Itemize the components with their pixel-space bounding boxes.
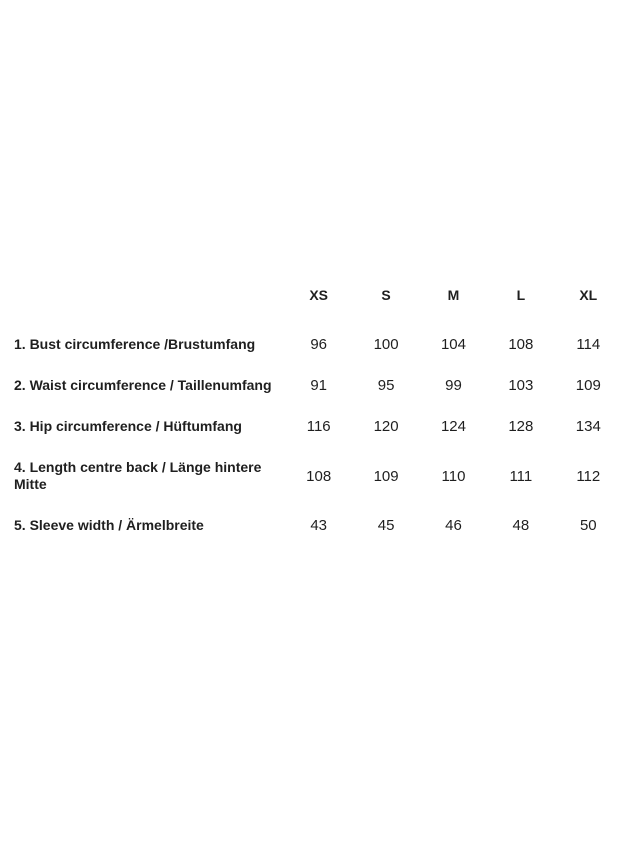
measurement-label: 1. Bust circumference /Brustumfang	[14, 336, 256, 352]
size-column-header-xs: XS	[309, 287, 329, 303]
table-row-bust	[14, 324, 622, 365]
size-value: 110	[441, 467, 466, 485]
size-value: 46	[445, 517, 462, 534]
table-row-hip	[14, 406, 622, 447]
size-column-header-l: L	[516, 287, 526, 303]
size-value: 108	[508, 336, 534, 353]
size-header-row	[14, 287, 622, 324]
measurement-label: 5. Sleeve width / Ärmelbreite	[14, 517, 204, 533]
size-value: 95	[377, 377, 395, 394]
size-value: 99	[445, 377, 462, 394]
size-value: 48	[512, 517, 530, 534]
size-column-header-s: S	[381, 287, 391, 303]
size-value: 45	[377, 517, 395, 534]
size-value: 114	[576, 336, 601, 353]
size-column-header-xl: XL	[579, 287, 598, 303]
size-column-header-m: M	[447, 287, 460, 303]
size-value: 134	[575, 418, 601, 435]
size-value: 108	[306, 467, 332, 485]
size-value: 124	[440, 418, 466, 435]
size-value: 112	[576, 467, 601, 485]
measurement-label: 4. Length centre back / Länge hintere Mitte	[14, 459, 262, 492]
size-value: 109	[373, 467, 399, 485]
size-chart-table	[14, 287, 622, 546]
table-row-waist	[14, 365, 622, 406]
size-value: 103	[508, 377, 534, 394]
size-value: 104	[440, 336, 466, 353]
size-value: 109	[575, 377, 601, 394]
size-value: 116	[306, 418, 331, 435]
table-row-length-centre-back	[14, 447, 622, 505]
measurement-label: 3. Hip circumference / Hüftumfang	[14, 418, 242, 434]
table-row-sleeve-width	[14, 505, 622, 546]
size-value: 91	[310, 377, 328, 394]
size-value: 111	[509, 467, 533, 485]
size-value: 50	[579, 517, 597, 534]
size-value: 100	[373, 336, 399, 353]
measurement-column-header	[14, 287, 285, 324]
size-value: 128	[508, 418, 534, 435]
size-value: 120	[373, 418, 399, 435]
size-value: 96	[310, 336, 328, 353]
size-value: 43	[310, 517, 328, 534]
measurement-label: 2. Waist circumference / Taillenumfang	[14, 377, 272, 393]
